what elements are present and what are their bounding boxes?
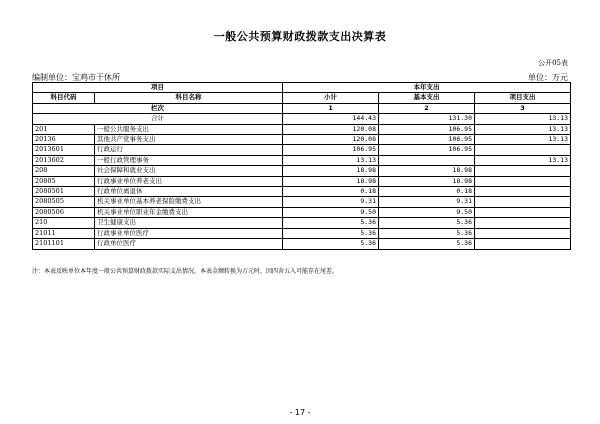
- row-code: 20805: [33, 176, 95, 186]
- header-project: 项目支出: [475, 93, 571, 103]
- row-name: 行政单位医疗: [95, 239, 283, 249]
- row-project: [475, 176, 571, 186]
- table-row: [33, 218, 571, 228]
- table-row: [33, 197, 571, 207]
- row-code: 208: [33, 166, 95, 176]
- row-basic: 9.50: [379, 207, 475, 217]
- row-code: 210: [33, 218, 95, 228]
- row-code: 21011: [33, 228, 95, 238]
- row-basic: 18.98: [379, 166, 475, 176]
- row-code: 2080506: [33, 207, 95, 217]
- row-basic: 106.95: [379, 135, 475, 145]
- header-col-3: 3: [475, 103, 571, 113]
- row-name: 行政事业单位养老支出: [95, 176, 283, 186]
- header-name: 科目名称: [95, 93, 283, 103]
- total-subtotal: 144.43: [283, 114, 379, 124]
- row-name: 卫生健康支出: [95, 218, 283, 228]
- expenditure-table: [32, 82, 571, 250]
- row-code: 2080505: [33, 197, 95, 207]
- table-row: [33, 207, 571, 217]
- row-subtotal: 120.08: [283, 135, 379, 145]
- row-project: 13.13: [475, 155, 571, 165]
- row-project: [475, 187, 571, 197]
- row-name: 社会保障和就业支出: [95, 166, 283, 176]
- header-item: 项目: [33, 83, 283, 93]
- total-label: 合计: [33, 114, 283, 124]
- row-name: 机关事业单位基本养老保险缴费支出: [95, 197, 283, 207]
- row-name: 行政运行: [95, 145, 283, 155]
- table-row: [33, 145, 571, 155]
- table-note: 注：本表反映单位本年度一般公共预算财政拨款实际支出情况。本表金额转换为万元时，因四舍五入可能存在尾差。: [32, 268, 339, 275]
- total-row: [33, 114, 571, 124]
- header-current-year: 本年支出: [283, 83, 571, 93]
- table-row: [33, 187, 571, 197]
- row-project: [475, 197, 571, 207]
- row-code: 20136: [33, 135, 95, 145]
- row-project: 13.13: [475, 124, 571, 134]
- row-basic: 9.31: [379, 197, 475, 207]
- row-name: 行政单位离退休: [95, 187, 283, 197]
- row-name: 机关事业单位职业年金缴费支出: [95, 207, 283, 217]
- row-subtotal: 18.98: [283, 176, 379, 186]
- row-basic: 5.36: [379, 239, 475, 249]
- row-subtotal: 5.36: [283, 218, 379, 228]
- table-row: [33, 176, 571, 186]
- table-row: [33, 135, 571, 145]
- row-project: [475, 239, 571, 249]
- row-subtotal: 5.36: [283, 228, 379, 238]
- row-subtotal: 0.18: [283, 187, 379, 197]
- row-subtotal: 106.95: [283, 145, 379, 155]
- row-project: [475, 145, 571, 155]
- row-name: 其他共产党事务支出: [95, 135, 283, 145]
- table-body: [33, 114, 571, 249]
- header-basic: 基本支出: [379, 93, 475, 103]
- row-project: 13.13: [475, 135, 571, 145]
- table-row: [33, 166, 571, 176]
- table-header: [33, 83, 571, 114]
- row-subtotal: 120.08: [283, 124, 379, 134]
- page-number: - 17 -: [289, 408, 311, 417]
- row-code: 2080501: [33, 187, 95, 197]
- row-project: [475, 207, 571, 217]
- row-subtotal: 18.98: [283, 166, 379, 176]
- row-subtotal: 5.36: [283, 239, 379, 249]
- total-basic: 131.30: [379, 114, 475, 124]
- form-number: 公开05表: [538, 59, 568, 67]
- row-basic: 18.98: [379, 176, 475, 186]
- row-code: 201: [33, 124, 95, 134]
- table-row: [33, 155, 571, 165]
- row-basic: 106.95: [379, 145, 475, 155]
- row-project: [475, 166, 571, 176]
- row-project: [475, 228, 571, 238]
- row-name: 行政事业单位医疗: [95, 228, 283, 238]
- compiling-unit: 编制单位：宝鸡市干休所: [32, 73, 120, 82]
- row-basic: [379, 155, 475, 165]
- header-col-1: 1: [283, 103, 379, 113]
- row-code: 2013601: [33, 145, 95, 155]
- row-name: 一般公共服务支出: [95, 124, 283, 134]
- table-row: [33, 239, 571, 249]
- row-basic: 0.18: [379, 187, 475, 197]
- row-basic: 5.36: [379, 228, 475, 238]
- header-column-no: 栏次: [33, 103, 283, 113]
- row-basic: 5.36: [379, 218, 475, 228]
- row-basic: 106.95: [379, 124, 475, 134]
- row-name: 一般行政管理事务: [95, 155, 283, 165]
- header-col-2: 2: [379, 103, 475, 113]
- currency-unit: 单位：万元: [528, 73, 568, 82]
- row-subtotal: 9.31: [283, 197, 379, 207]
- header-subtotal: 小计: [283, 93, 379, 103]
- row-code: 2013602: [33, 155, 95, 165]
- header-code: 科目代码: [33, 93, 95, 103]
- row-subtotal: 13.13: [283, 155, 379, 165]
- total-project: 13.13: [475, 114, 571, 124]
- row-subtotal: 9.50: [283, 207, 379, 217]
- document-title: 一般公共预算财政拨款支出决算表: [213, 30, 387, 43]
- table-row: [33, 228, 571, 238]
- row-code: 2101101: [33, 239, 95, 249]
- row-project: [475, 218, 571, 228]
- table-row: [33, 124, 571, 134]
